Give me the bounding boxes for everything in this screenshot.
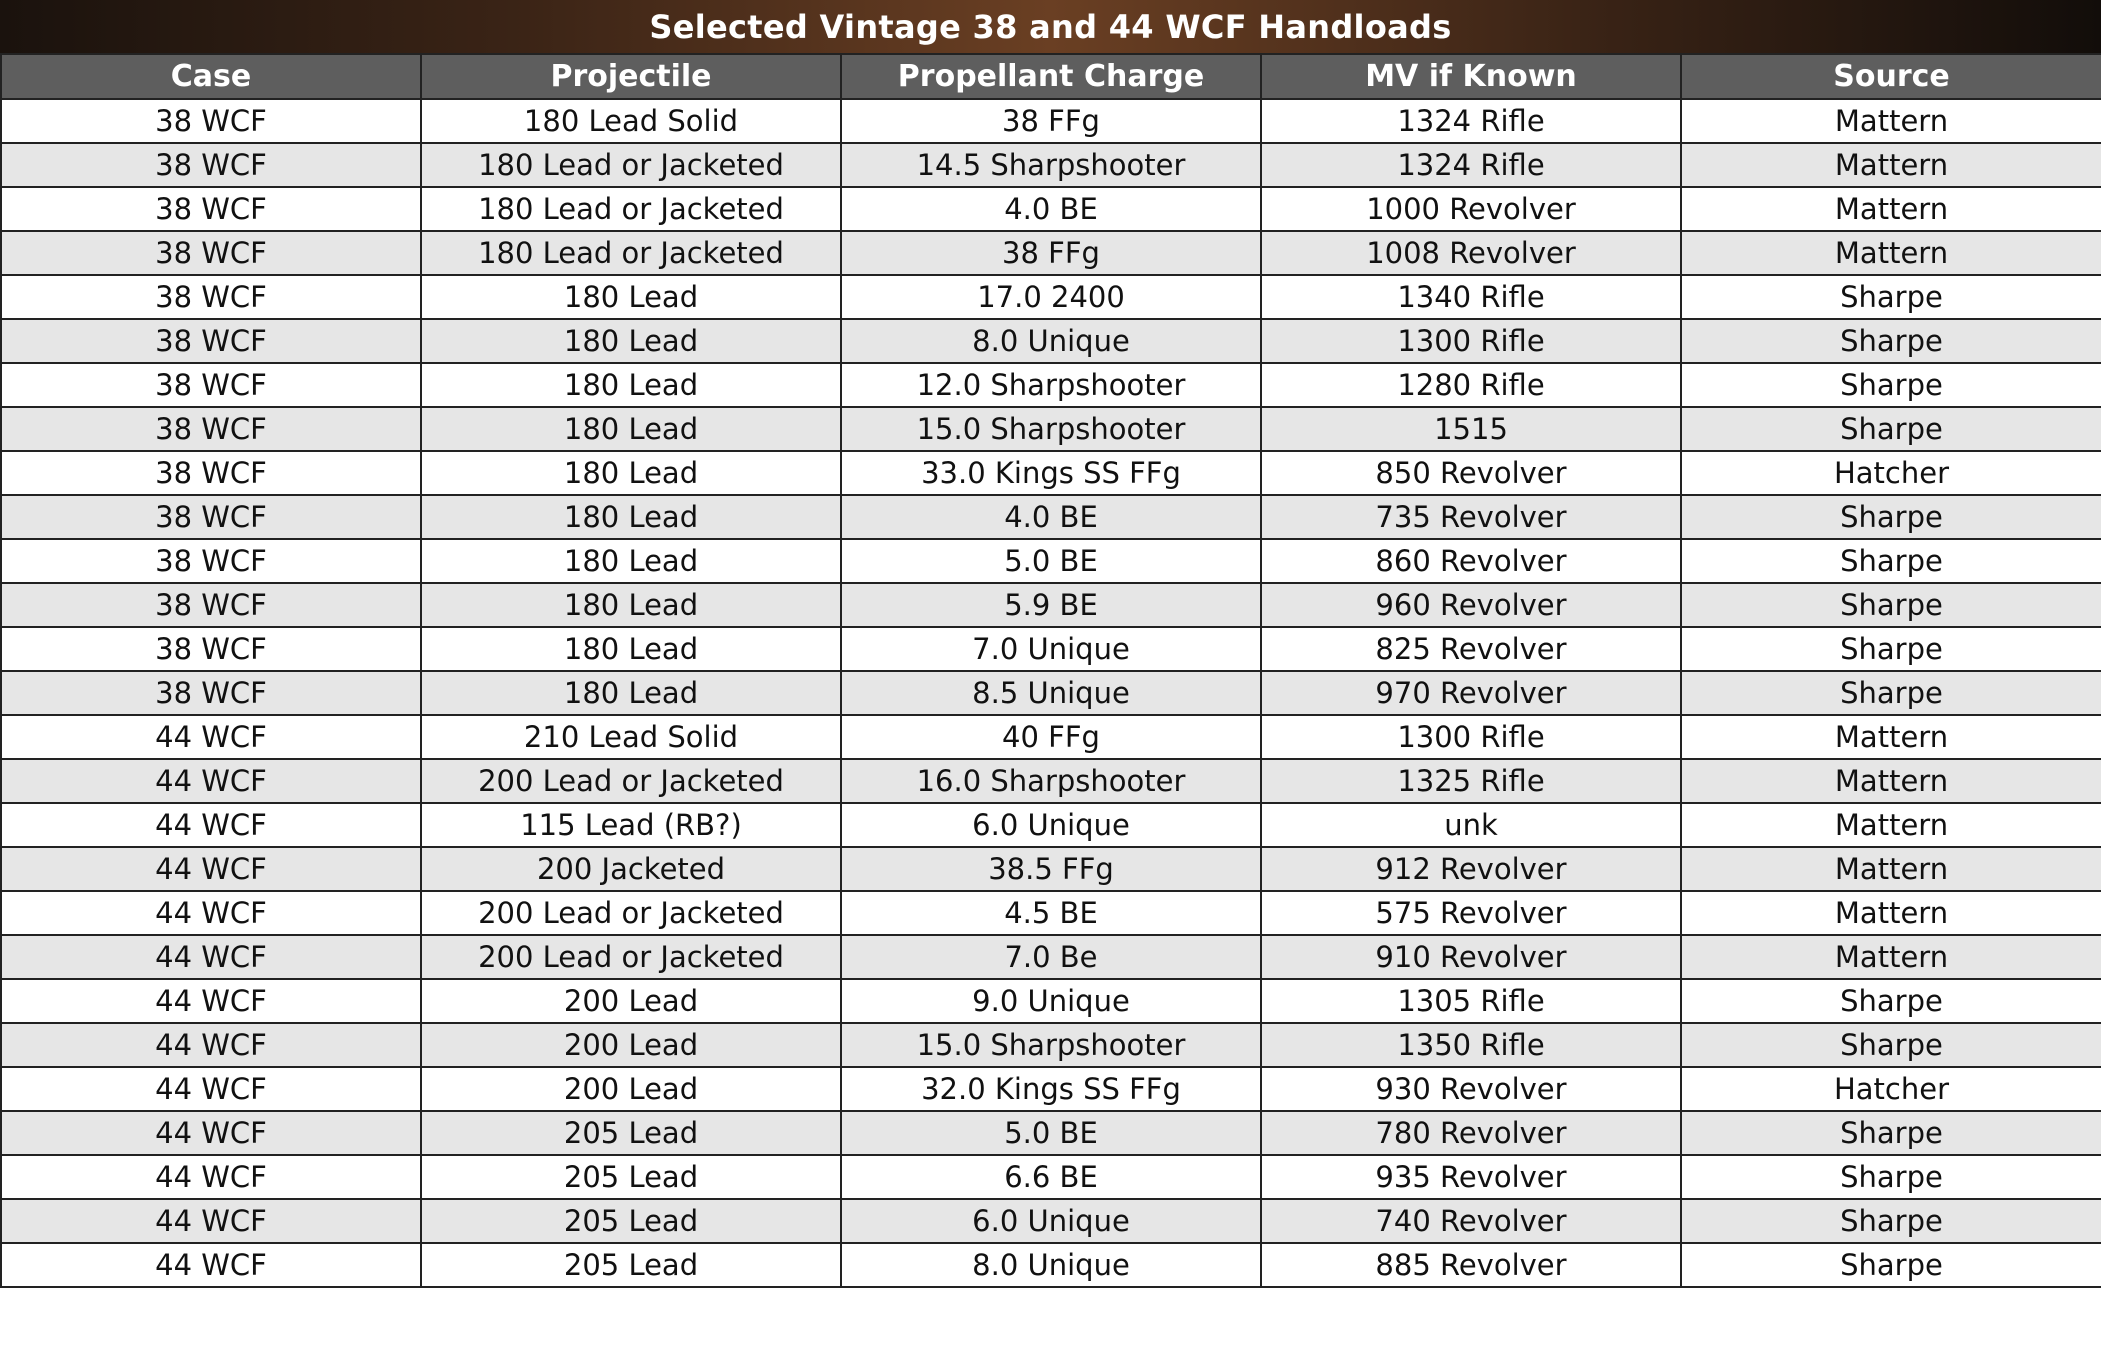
mv-cell: 1324 Rifle (1261, 143, 1681, 187)
column-header-mv-if-known: MV if Known (1261, 54, 1681, 99)
propellant-charge-cell: 38 FFg (841, 231, 1261, 275)
source-cell: Mattern (1681, 99, 2101, 143)
mv-cell: unk (1261, 803, 1681, 847)
case-cell: 44 WCF (1, 1243, 421, 1287)
table-row (1, 1023, 2101, 1067)
source-cell: Sharpe (1681, 1111, 2101, 1155)
table-row (1, 627, 2101, 671)
table-row (1, 1199, 2101, 1243)
projectile-cell: 180 Lead (421, 451, 841, 495)
mv-cell: 1340 Rifle (1261, 275, 1681, 319)
table-row (1, 495, 2101, 539)
table-row (1, 319, 2101, 363)
case-cell: 38 WCF (1, 451, 421, 495)
column-header-projectile: Projectile (421, 54, 841, 99)
propellant-charge-cell: 15.0 Sharpshooter (841, 1023, 1261, 1067)
header-row (1, 54, 2101, 99)
case-cell: 44 WCF (1, 979, 421, 1023)
case-cell: 38 WCF (1, 363, 421, 407)
mv-cell: 860 Revolver (1261, 539, 1681, 583)
propellant-charge-cell: 8.5 Unique (841, 671, 1261, 715)
table-row (1, 891, 2101, 935)
mv-cell: 960 Revolver (1261, 583, 1681, 627)
table-row (1, 407, 2101, 451)
mv-cell: 740 Revolver (1261, 1199, 1681, 1243)
case-cell: 44 WCF (1, 1155, 421, 1199)
mv-cell: 1300 Rifle (1261, 319, 1681, 363)
case-cell: 44 WCF (1, 1023, 421, 1067)
source-cell: Mattern (1681, 231, 2101, 275)
projectile-cell: 180 Lead (421, 363, 841, 407)
source-cell: Sharpe (1681, 1155, 2101, 1199)
mv-cell: 930 Revolver (1261, 1067, 1681, 1111)
propellant-charge-cell: 5.0 BE (841, 539, 1261, 583)
mv-cell: 575 Revolver (1261, 891, 1681, 935)
projectile-cell: 205 Lead (421, 1243, 841, 1287)
table-row (1, 1067, 2101, 1111)
column-header-source: Source (1681, 54, 2101, 99)
table-row (1, 847, 2101, 891)
table-row (1, 759, 2101, 803)
source-cell: Mattern (1681, 803, 2101, 847)
mv-cell: 850 Revolver (1261, 451, 1681, 495)
mv-cell: 1305 Rifle (1261, 979, 1681, 1023)
case-cell: 44 WCF (1, 803, 421, 847)
handloads-table (0, 53, 2101, 1288)
projectile-cell: 180 Lead Solid (421, 99, 841, 143)
projectile-cell: 200 Lead (421, 979, 841, 1023)
propellant-charge-cell: 8.0 Unique (841, 319, 1261, 363)
propellant-charge-cell: 33.0 Kings SS FFg (841, 451, 1261, 495)
table-row (1, 671, 2101, 715)
mv-cell: 885 Revolver (1261, 1243, 1681, 1287)
propellant-charge-cell: 6.6 BE (841, 1155, 1261, 1199)
table-row (1, 275, 2101, 319)
mv-cell: 1000 Revolver (1261, 187, 1681, 231)
source-cell: Sharpe (1681, 1023, 2101, 1067)
propellant-charge-cell: 9.0 Unique (841, 979, 1261, 1023)
mv-cell: 1008 Revolver (1261, 231, 1681, 275)
mv-cell: 1324 Rifle (1261, 99, 1681, 143)
propellant-charge-cell: 16.0 Sharpshooter (841, 759, 1261, 803)
projectile-cell: 210 Lead Solid (421, 715, 841, 759)
propellant-charge-cell: 5.9 BE (841, 583, 1261, 627)
mv-cell: 1280 Rifle (1261, 363, 1681, 407)
propellant-charge-cell: 4.0 BE (841, 187, 1261, 231)
case-cell: 38 WCF (1, 187, 421, 231)
table-row (1, 803, 2101, 847)
case-cell: 38 WCF (1, 407, 421, 451)
projectile-cell: 180 Lead (421, 407, 841, 451)
projectile-cell: 200 Lead (421, 1067, 841, 1111)
projectile-cell: 180 Lead (421, 583, 841, 627)
column-header-propellant-charge: Propellant Charge (841, 54, 1261, 99)
case-cell: 44 WCF (1, 847, 421, 891)
mv-cell: 935 Revolver (1261, 1155, 1681, 1199)
table-row (1, 979, 2101, 1023)
propellant-charge-cell: 15.0 Sharpshooter (841, 407, 1261, 451)
propellant-charge-cell: 7.0 Be (841, 935, 1261, 979)
case-cell: 38 WCF (1, 583, 421, 627)
propellant-charge-cell: 40 FFg (841, 715, 1261, 759)
propellant-charge-cell: 17.0 2400 (841, 275, 1261, 319)
mv-cell: 912 Revolver (1261, 847, 1681, 891)
projectile-cell: 115 Lead (RB?) (421, 803, 841, 847)
source-cell: Sharpe (1681, 671, 2101, 715)
source-cell: Sharpe (1681, 363, 2101, 407)
projectile-cell: 200 Lead or Jacketed (421, 891, 841, 935)
mv-cell: 735 Revolver (1261, 495, 1681, 539)
source-cell: Sharpe (1681, 583, 2101, 627)
case-cell: 44 WCF (1, 935, 421, 979)
projectile-cell: 205 Lead (421, 1111, 841, 1155)
table-row (1, 1243, 2101, 1287)
projectile-cell: 205 Lead (421, 1199, 841, 1243)
table-row (1, 451, 2101, 495)
case-cell: 38 WCF (1, 495, 421, 539)
table-row (1, 583, 2101, 627)
propellant-charge-cell: 6.0 Unique (841, 803, 1261, 847)
table-row (1, 231, 2101, 275)
projectile-cell: 180 Lead (421, 627, 841, 671)
propellant-charge-cell: 5.0 BE (841, 1111, 1261, 1155)
case-cell: 38 WCF (1, 143, 421, 187)
projectile-cell: 180 Lead (421, 495, 841, 539)
table-title: Selected Vintage 38 and 44 WCF Handloads (0, 0, 2101, 53)
mv-cell: 970 Revolver (1261, 671, 1681, 715)
projectile-cell: 200 Lead or Jacketed (421, 759, 841, 803)
source-cell: Mattern (1681, 847, 2101, 891)
source-cell: Mattern (1681, 187, 2101, 231)
case-cell: 38 WCF (1, 275, 421, 319)
projectile-cell: 200 Jacketed (421, 847, 841, 891)
source-cell: Mattern (1681, 759, 2101, 803)
projectile-cell: 180 Lead (421, 539, 841, 583)
case-cell: 38 WCF (1, 319, 421, 363)
source-cell: Sharpe (1681, 979, 2101, 1023)
mv-cell: 1325 Rifle (1261, 759, 1681, 803)
source-cell: Mattern (1681, 143, 2101, 187)
source-cell: Hatcher (1681, 451, 2101, 495)
source-cell: Sharpe (1681, 539, 2101, 583)
case-cell: 38 WCF (1, 231, 421, 275)
propellant-charge-cell: 38.5 FFg (841, 847, 1261, 891)
propellant-charge-cell: 14.5 Sharpshooter (841, 143, 1261, 187)
case-cell: 44 WCF (1, 1111, 421, 1155)
source-cell: Sharpe (1681, 495, 2101, 539)
case-cell: 44 WCF (1, 1199, 421, 1243)
propellant-charge-cell: 4.0 BE (841, 495, 1261, 539)
source-cell: Sharpe (1681, 1243, 2101, 1287)
propellant-charge-cell: 8.0 Unique (841, 1243, 1261, 1287)
projectile-cell: 180 Lead (421, 319, 841, 363)
projectile-cell: 180 Lead or Jacketed (421, 187, 841, 231)
case-cell: 38 WCF (1, 99, 421, 143)
table-row (1, 363, 2101, 407)
source-cell: Sharpe (1681, 627, 2101, 671)
propellant-charge-cell: 32.0 Kings SS FFg (841, 1067, 1261, 1111)
case-cell: 44 WCF (1, 891, 421, 935)
propellant-charge-cell: 7.0 Unique (841, 627, 1261, 671)
table-row (1, 99, 2101, 143)
source-cell: Mattern (1681, 935, 2101, 979)
source-cell: Hatcher (1681, 1067, 2101, 1111)
propellant-charge-cell: 38 FFg (841, 99, 1261, 143)
source-cell: Mattern (1681, 715, 2101, 759)
table-row (1, 143, 2101, 187)
case-cell: 44 WCF (1, 715, 421, 759)
table-row (1, 715, 2101, 759)
table-row (1, 935, 2101, 979)
case-cell: 38 WCF (1, 671, 421, 715)
mv-cell: 1350 Rifle (1261, 1023, 1681, 1067)
mv-cell: 780 Revolver (1261, 1111, 1681, 1155)
projectile-cell: 200 Lead (421, 1023, 841, 1067)
mv-cell: 910 Revolver (1261, 935, 1681, 979)
projectile-cell: 180 Lead or Jacketed (421, 231, 841, 275)
table-header (1, 54, 2101, 99)
projectile-cell: 180 Lead (421, 275, 841, 319)
projectile-cell: 180 Lead or Jacketed (421, 143, 841, 187)
projectile-cell: 200 Lead or Jacketed (421, 935, 841, 979)
table-row (1, 187, 2101, 231)
source-cell: Sharpe (1681, 1199, 2101, 1243)
case-cell: 38 WCF (1, 627, 421, 671)
table-row (1, 1155, 2101, 1199)
propellant-charge-cell: 4.5 BE (841, 891, 1261, 935)
projectile-cell: 180 Lead (421, 671, 841, 715)
source-cell: Mattern (1681, 891, 2101, 935)
mv-cell: 1300 Rifle (1261, 715, 1681, 759)
table-row (1, 1111, 2101, 1155)
source-cell: Sharpe (1681, 275, 2101, 319)
case-cell: 38 WCF (1, 539, 421, 583)
case-cell: 44 WCF (1, 759, 421, 803)
table-body (1, 99, 2101, 1287)
source-cell: Sharpe (1681, 407, 2101, 451)
projectile-cell: 205 Lead (421, 1155, 841, 1199)
case-cell: 44 WCF (1, 1067, 421, 1111)
column-header-case: Case (1, 54, 421, 99)
propellant-charge-cell: 6.0 Unique (841, 1199, 1261, 1243)
table-row (1, 539, 2101, 583)
mv-cell: 825 Revolver (1261, 627, 1681, 671)
source-cell: Sharpe (1681, 319, 2101, 363)
propellant-charge-cell: 12.0 Sharpshooter (841, 363, 1261, 407)
mv-cell: 1515 (1261, 407, 1681, 451)
